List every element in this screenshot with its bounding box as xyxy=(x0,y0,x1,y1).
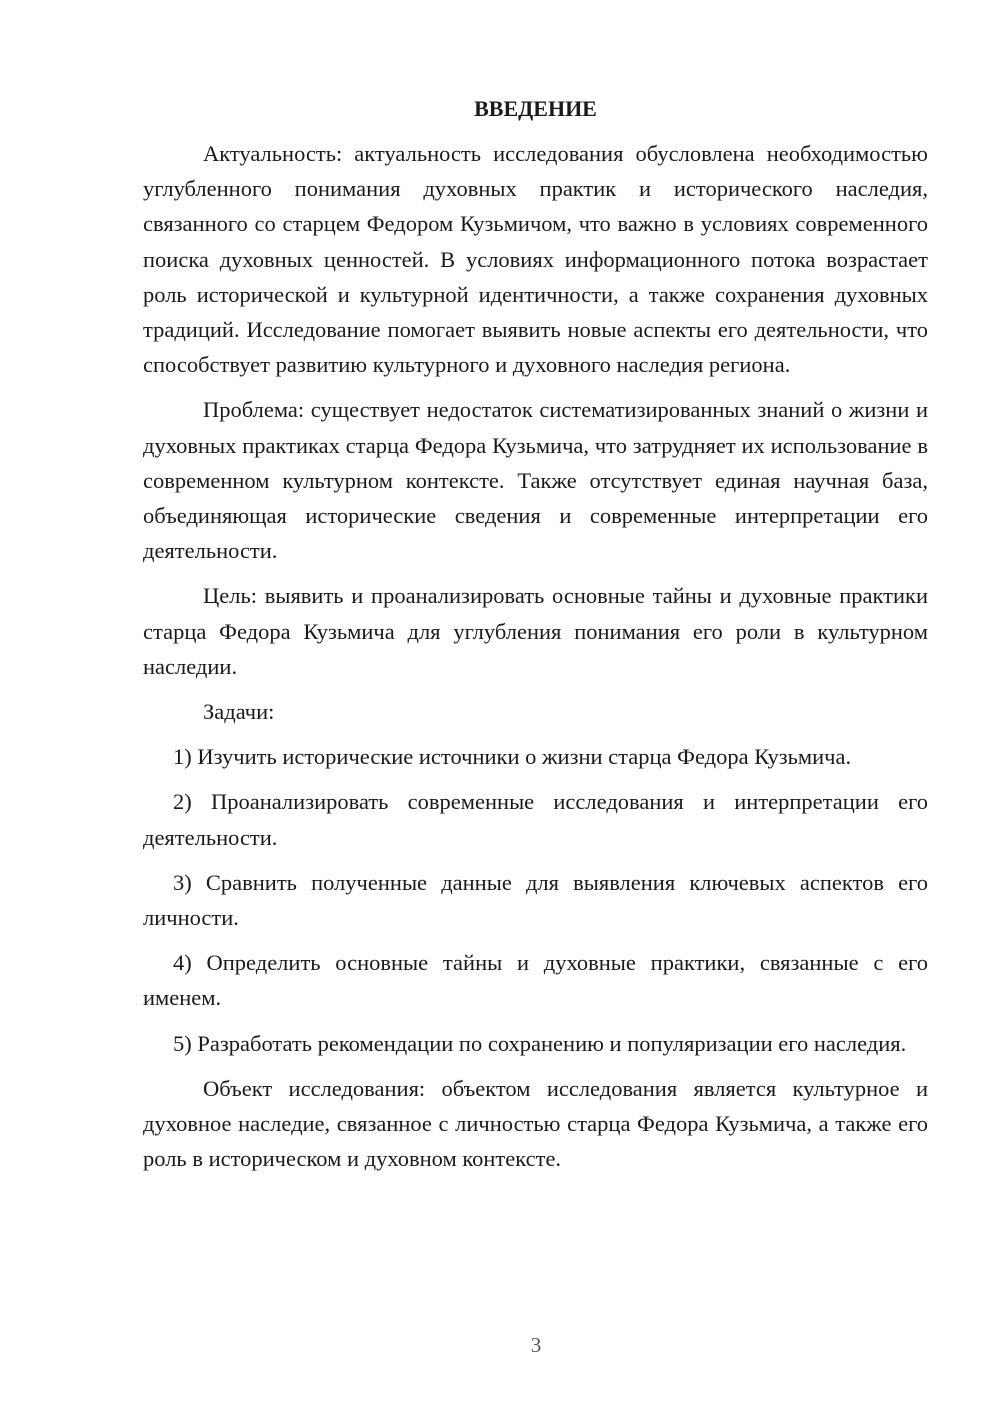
tasks-label: Задачи: xyxy=(203,699,275,725)
goal-paragraph: Цель: выявить и проанализировать основные тайны и духовные практики старца Федора Кузьмича для углубления понимания его роли в культурном наследии. xyxy=(143,583,928,679)
task-item: 1) Изучить исторические источники о жизни старца Федора Кузьмича. xyxy=(173,744,852,770)
problem-paragraph: Проблема: существует недостаток систематизированных знаний о жизни и духовных практиках старца Федора Кузьмича, что затрудняет их использование в современном культурном контексте. Также отсутствует единая научная база, объединяющая исторические сведения и современные интерпретации его деятельности. xyxy=(143,397,928,564)
task-item: 3) Сравнить полученные данные для выявления ключевых аспектов его личности. xyxy=(143,869,928,931)
page-content xyxy=(143,92,928,1186)
task-item: 4) Определить основные тайны и духовные практики, связанные с его именем. xyxy=(143,950,928,1011)
object-paragraph: Объект исследования: объектом исследования является культурное и духовное наследие, связанное с личностью старца Федора Кузьмича, а также его роль в историческом и духовном контексте. xyxy=(143,1075,928,1172)
relevance-paragraph: Актуальность: актуальность исследования обусловлена необходимостью углубленного понимания духовных практик и исторического наследия, связанного со старцем Федором Кузьмичом, что важно в условиях современного поиска духовных ценностей. В условиях информационного потока возрастает роль исторической и культурной идентичности, а также сохранения духовных традиций. Исследование помогает выявить новые аспекты его деятельности, что способствует развитию культурного и духовного наследия региона. xyxy=(143,141,928,378)
section-title: ВВЕДЕНИЕ xyxy=(474,96,597,121)
task-item: 2) Проанализировать современные исследования и интерпретации его деятельности. xyxy=(143,789,928,850)
page-number: 3 xyxy=(530,1333,542,1357)
task-item: 5) Разработать рекомендации по сохранению и популяризации его наследия. xyxy=(173,1030,907,1056)
